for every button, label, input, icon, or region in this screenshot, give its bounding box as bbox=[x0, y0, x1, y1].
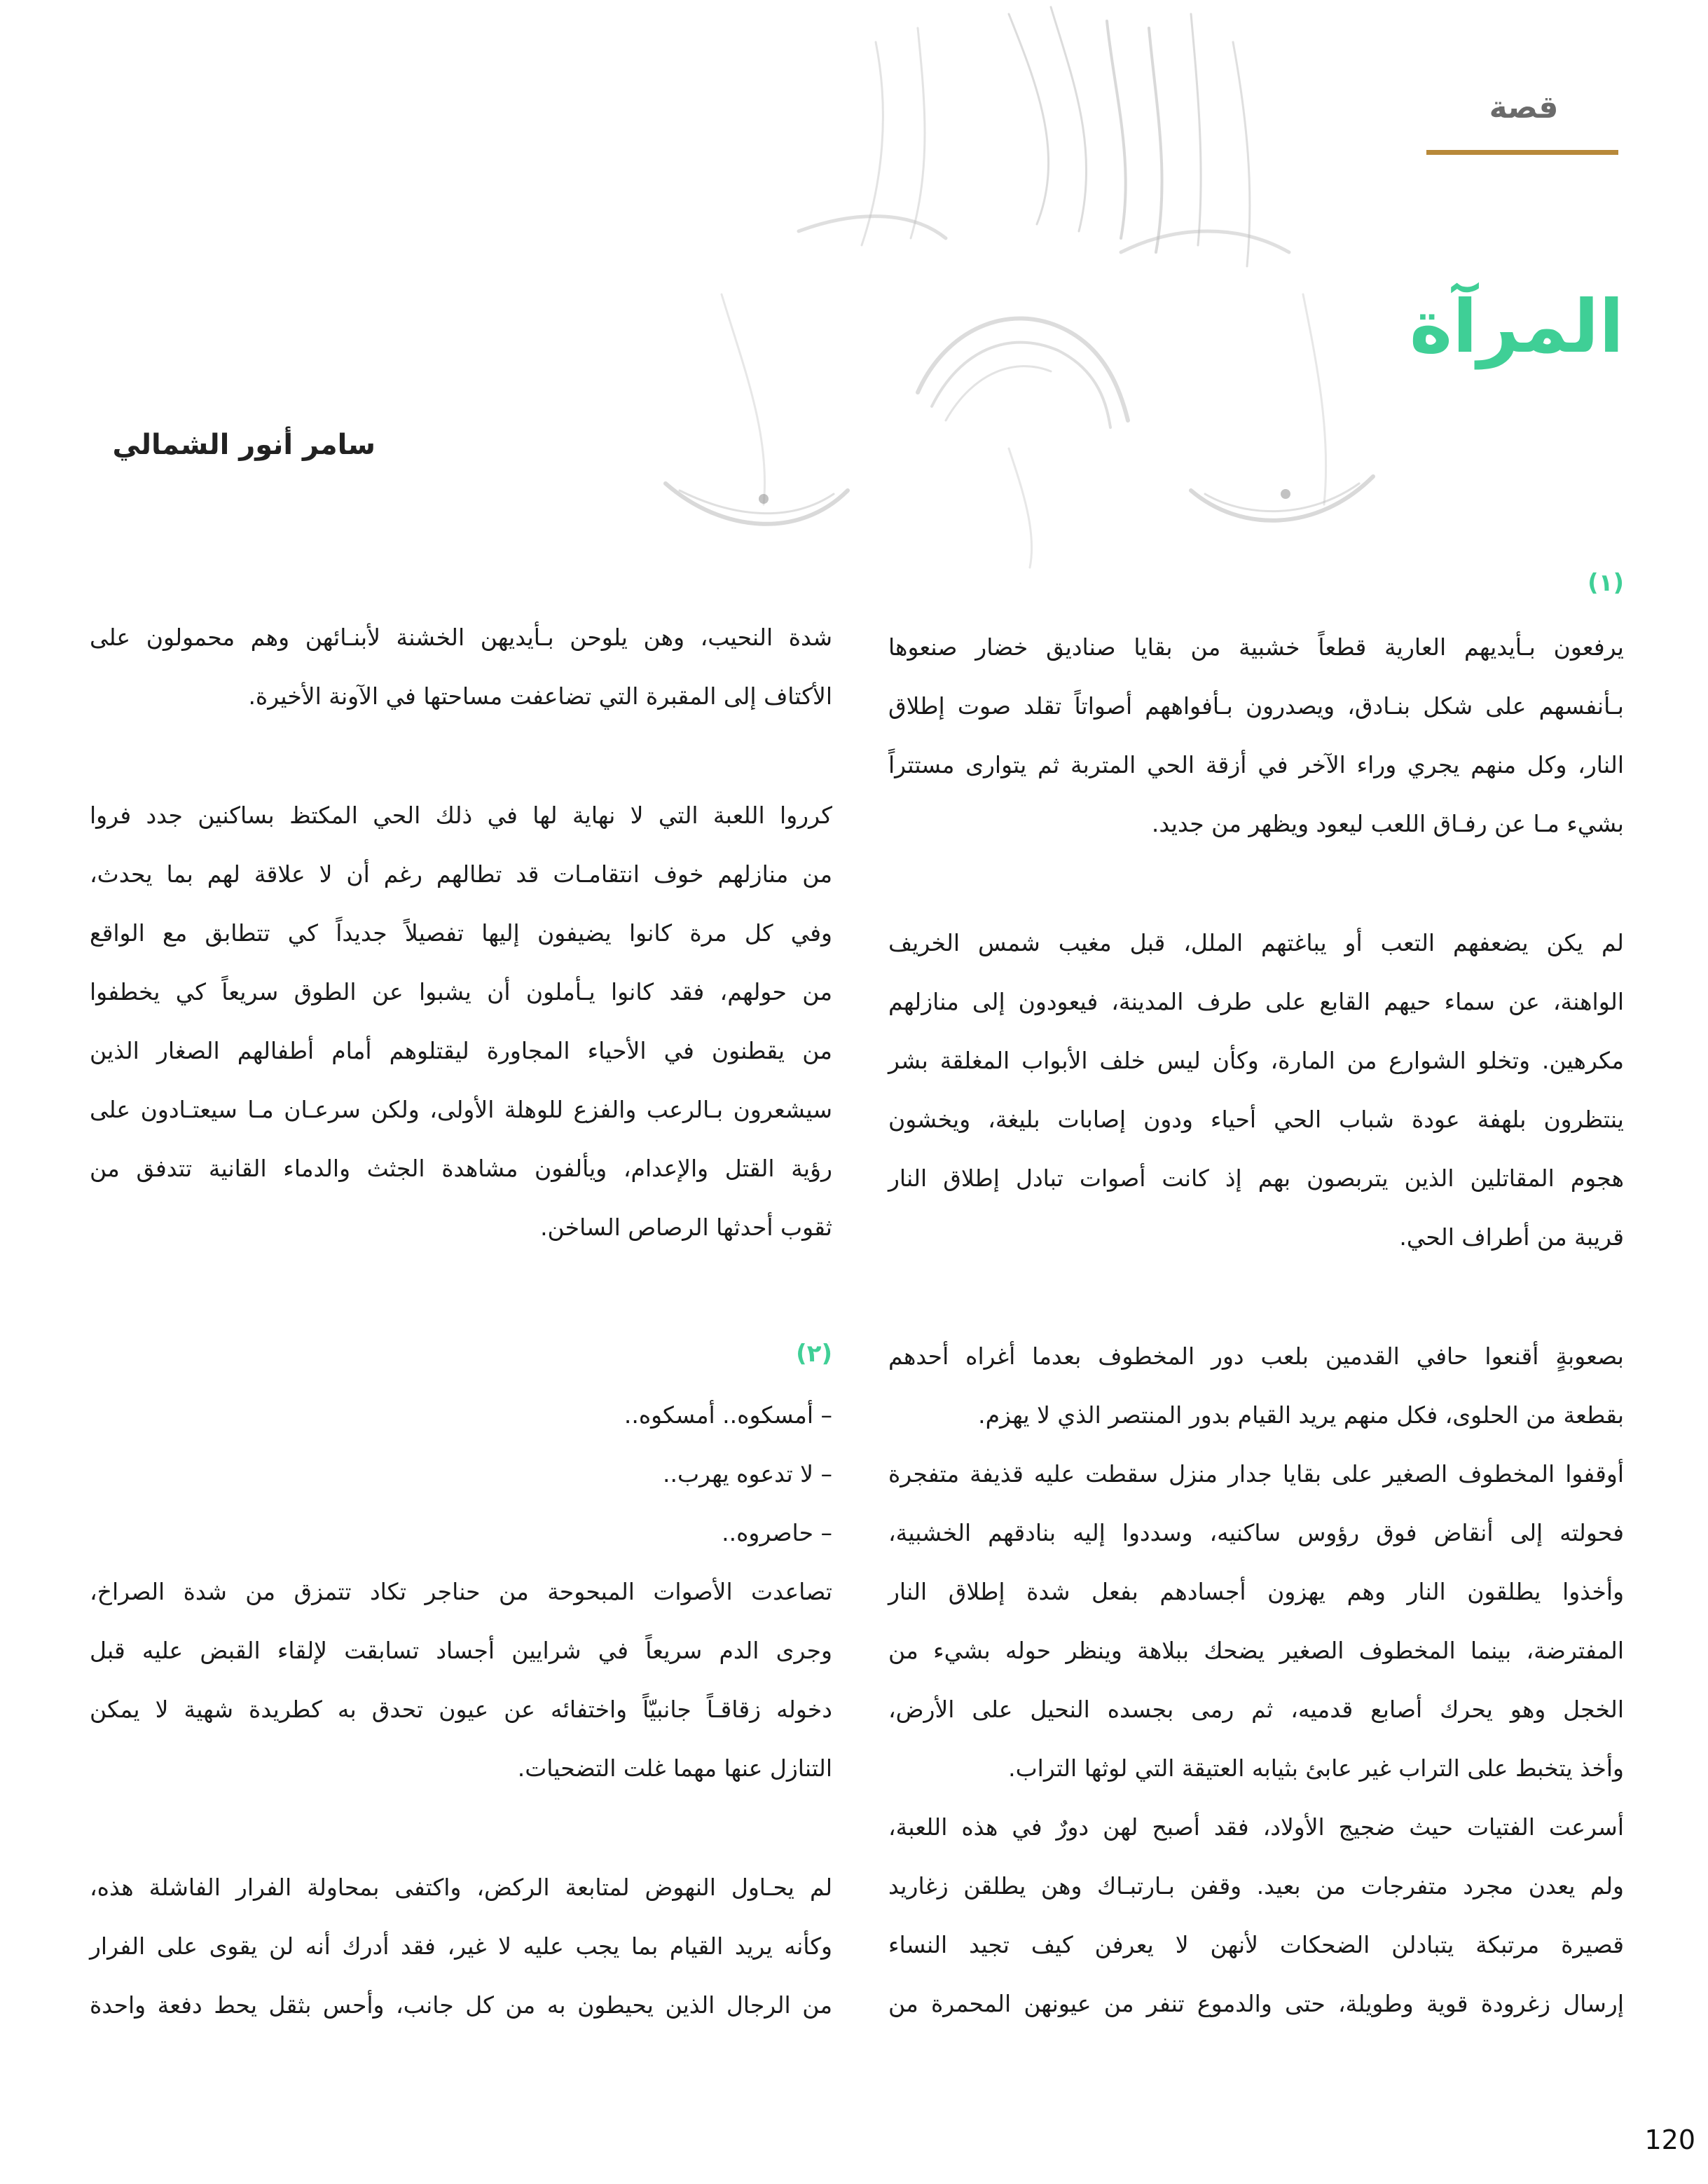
text-line: من منازلهم خوف انتقامـات قد تطالهم رغم أن لا علاقة لهم بما يحدث، bbox=[90, 860, 832, 888]
text-line: لم يحـاول النهوض لمتابعة الركض، واكتفى بمحاولة الفرار الفاشلة هذه، bbox=[90, 1874, 832, 1901]
text-line: لم يكن يضعفهم التعب أو يباغتهم الملل، قبل مغيب شمس الخريف bbox=[888, 929, 1624, 956]
text-line: وفي كل مرة كانوا يضيفون إليها تفصيلاً جديداً كي تتطابق مع الواقع bbox=[90, 919, 832, 947]
text-line: يرفعون بـأيديهم العارية قطعاً خشبية من بقايا صناديق خضار صنعوها bbox=[888, 633, 1624, 661]
text-line: وأخذ يتخبط على التراب غير عابئ بثيابه العتيقة التي لوثها التراب. bbox=[1008, 1754, 1624, 1782]
dialogue-line: – أمسكوه.. أمسكوه.. bbox=[624, 1401, 832, 1429]
text-line: كرروا اللعبة التي لا نهاية لها في ذلك الحي المكتظ بساكنين جدد فروا bbox=[90, 802, 832, 829]
text-line: ثقوب أحدثها الرصاص الساخن. bbox=[540, 1214, 832, 1241]
text-line: تصاعدت الأصوات المبحوحة من حناجر تكاد تتمزق من شدة الصراخ، bbox=[90, 1578, 832, 1605]
text-line: ولم يعدن مجرد متفرجات من بعيد. وقفن بـارتبـاك وهن يطلقن زغاريد bbox=[888, 1872, 1624, 1900]
section-label: قصة bbox=[1489, 90, 1559, 125]
text-line: مكرهين. وتخلو الشوارع من المارة، وكأن ليس خلف الأبواب المغلقة بشر bbox=[888, 1047, 1624, 1074]
section-number-1: (١) bbox=[1588, 569, 1624, 597]
author-name: سامر أنور الشمالي bbox=[112, 429, 376, 461]
text-line: رؤية القتل والإعدام، ويألفون مشاهدة الجثث والدماء القانية تتدفق من bbox=[90, 1155, 832, 1182]
text-line: دخوله زقاقـاً جانبيّاً واختفائه عن عيون تحدق به كطريدة شهية لا يمكن bbox=[90, 1696, 832, 1723]
section-number-2: (٢) bbox=[796, 1340, 832, 1368]
dialogue-line: – لا تدعوه يهرب.. bbox=[663, 1460, 832, 1488]
right-column bbox=[888, 0, 1624, 2184]
dialogue-line: – حاصروه.. bbox=[722, 1519, 832, 1546]
text-line: ينتظرون بلهفة عودة شباب الحي أحياء ودون إصابات بليغة، ويخشون bbox=[888, 1106, 1624, 1133]
page-number: 120 bbox=[1644, 2124, 1695, 2155]
text-line: التنازل عنها مهما غلت التضحيات. bbox=[517, 1754, 832, 1782]
text-line: هجوم المقاتلين الذين يتربصون بهم إذ كانت أصوات تبادل إطلاق النار bbox=[888, 1165, 1624, 1192]
text-line: بصعوبةٍ أقنعوا حافي القدمين بلعب دور المخطوف بعدما أغراه أحدهم bbox=[888, 1342, 1624, 1370]
text-line: بقطعة من الحلوى، فكل منهم يريد القيام بدور المنتصر الذي لا يهزم. bbox=[978, 1401, 1624, 1429]
text-line: الخجل وهو يحرك أصابع قدميه، ثم رمى بجسده النحيل على الأرض، bbox=[888, 1696, 1624, 1723]
story-title: المرآة bbox=[1409, 284, 1624, 369]
text-line: المفترضة، بينما المخطوف الصغير يضحك ببلاهة وينظر حوله بشيء من bbox=[888, 1637, 1624, 1664]
text-line: الأكتاف إلى المقبرة التي تضاعفت مساحتها في الآونة الأخيرة. bbox=[248, 682, 832, 710]
text-line: بـأنفسهم على شكل بنـادق، ويصدرون بـأفواههم أصواتاً تقلد صوت إطلاق bbox=[888, 692, 1624, 720]
text-line: الواهنة، عن سماء حيهم القابع على طرف المدينة، فيعودون إلى منازلهم bbox=[888, 988, 1624, 1015]
text-line: من الرجال الذين يحيطون به من كل جانب، وأحس بثقل يحط دفعة واحدة bbox=[90, 1991, 832, 2019]
text-line: وكأنه يريد القيام بما يجب عليه لا غير، فقد أدرك أنه لن يقوى على الفرار bbox=[90, 1932, 832, 1960]
text-line: فحولته إلى أنقاض فوق رؤوس ساكنيه، وسددوا إليه بنادقهم الخشبية، bbox=[888, 1519, 1624, 1546]
text-line: شدة النحيب، وهن يلوحن بـأيديهن الخشنة لأبنـائهن وهم محمولون على bbox=[90, 624, 832, 651]
text-line: وجرى الدم سريعاً في شرايين أجساد تسابقت لإلقاء القبض عليه قبل bbox=[90, 1637, 832, 1664]
left-column bbox=[90, 0, 832, 2184]
text-line: بشيء مـا عن رفـاق اللعب ليعود ويظهر من جديد. bbox=[1151, 810, 1624, 837]
text-line: من حولهم، فقد كانوا يـأملون أن يشبوا عن الطوق سريعاً كي يخطفوا bbox=[90, 978, 832, 1005]
text-line: من يقطنون في الأحياء المجاورة ليقتلوهم أمام أطفالهم الصغار الذين bbox=[90, 1037, 832, 1064]
text-line: قصيرة مرتبكة يتبادلن الضحكات لأنهن لا يعرفن كيف تجيد النساء bbox=[888, 1931, 1624, 1958]
text-line: قريبة من أطراف الحي. bbox=[1399, 1223, 1624, 1251]
text-line: أسرعت الفتيات حيث ضجيج الأولاد، فقد أصبح لهن دورٌ في هذه اللعبة، bbox=[888, 1813, 1624, 1841]
text-line: إرسال زغرودة قوية وطويلة، حتى والدموع تنفر من عيونهن المحمرة من bbox=[888, 1990, 1624, 2017]
text-line: وأخذوا يطلقون النار وهم يهزون أجسادهم بفعل شدة إطلاق النار bbox=[888, 1578, 1624, 1605]
text-line: أوقفوا المخطوف الصغير على بقايا جدار منزل سقطت عليه قذيفة متفجرة bbox=[888, 1460, 1624, 1488]
text-line: سيشعرون بـالرعب والفزع للوهلة الأولى، ولكن سرعـان مـا سيعتـادون على bbox=[90, 1096, 832, 1123]
text-line: النار، وكل منهم يجري وراء الآخر في أزقة الحي المتربة ثم يتوارى مستتراً bbox=[888, 751, 1624, 778]
